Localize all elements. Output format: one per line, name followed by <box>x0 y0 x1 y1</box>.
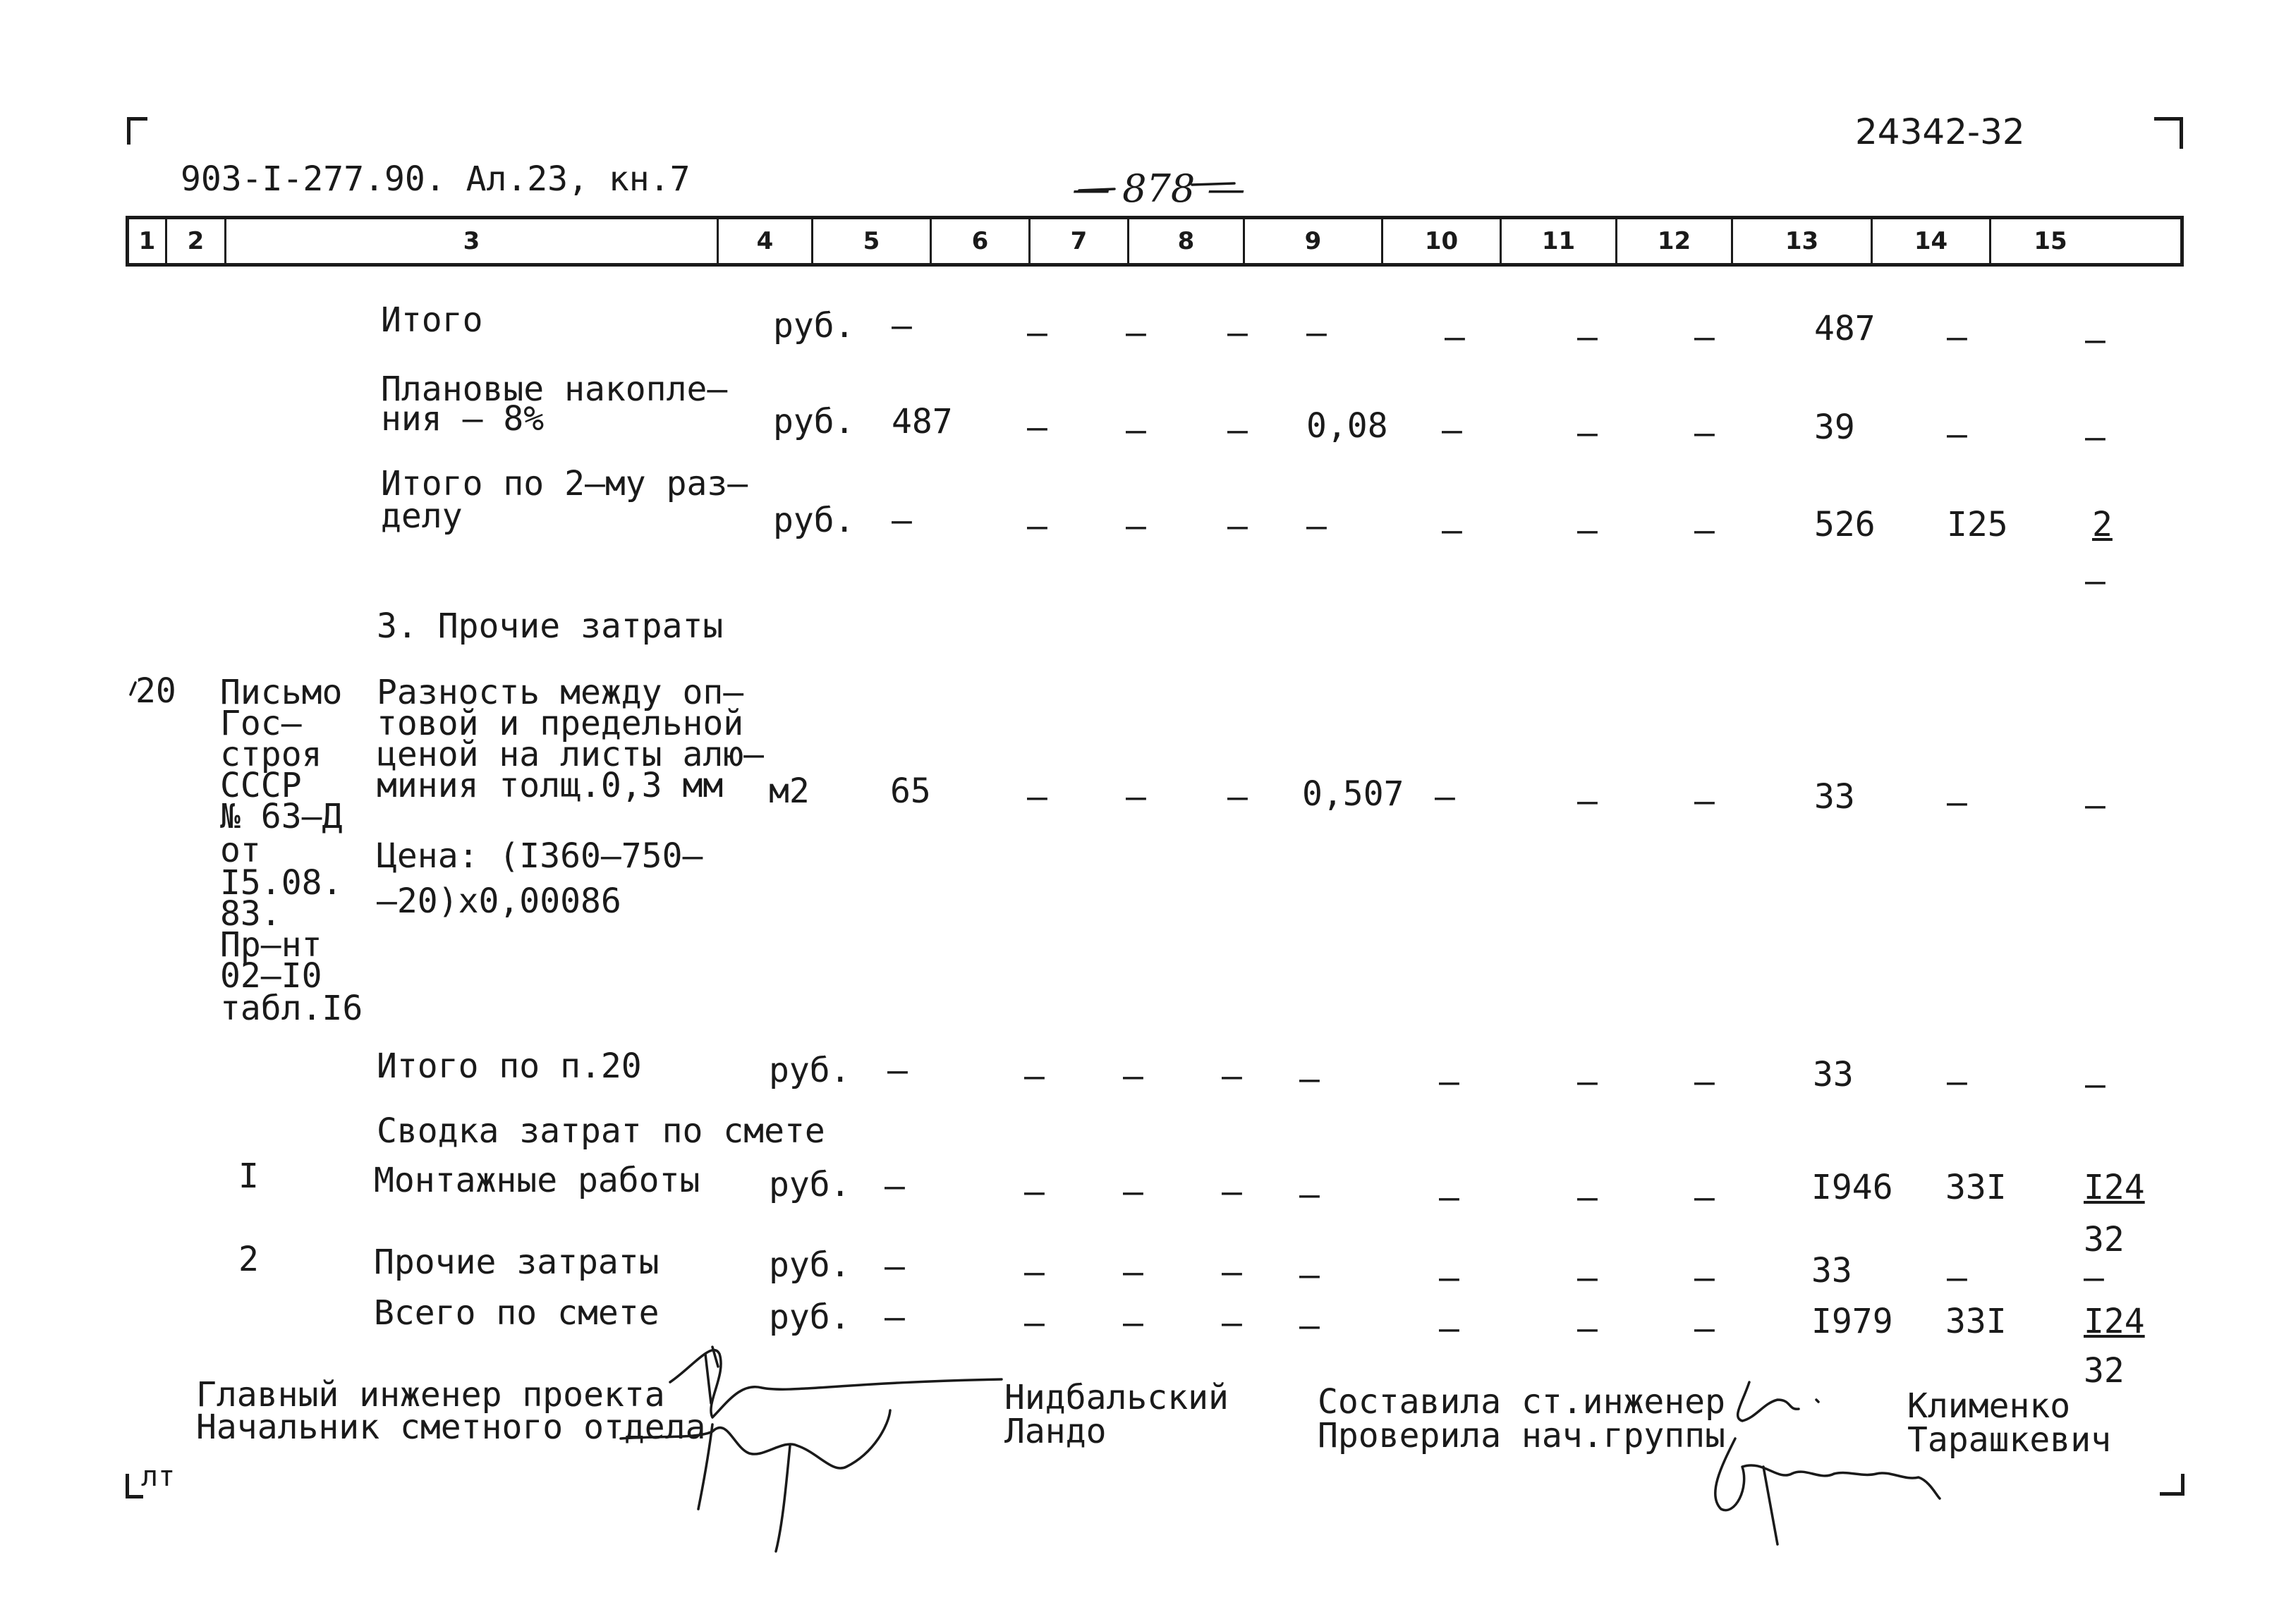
cell-c6: – <box>1024 1172 1045 1211</box>
chief-engineer-name: Нидбальский <box>1004 1378 1229 1417</box>
cell-c11: – <box>1577 1309 1598 1348</box>
chief-engineer-title: Главный инженер проекта <box>196 1375 665 1415</box>
cell-c9: – <box>1299 1306 1320 1345</box>
basis-line-5: № 63–Д <box>220 797 343 836</box>
cell-c10: – <box>1435 777 1455 817</box>
row-name-line2: делу <box>381 496 463 536</box>
page-number: — 878 — <box>1072 166 1246 211</box>
basis-line-3: строя <box>220 735 322 774</box>
cell-c14: – <box>1947 317 1967 357</box>
cell-c12: – <box>1694 317 1715 357</box>
cell-c10: – <box>1442 410 1462 450</box>
row-name-line3: ценой на листы алю– <box>377 735 765 774</box>
cell-c12: – <box>1694 413 1715 453</box>
basis-line-6: от <box>220 831 261 870</box>
cell-c8: – <box>1227 410 1248 450</box>
row-name-line2: ния – 8% <box>381 399 545 439</box>
row-name-line1: Итого по 2–му раз– <box>381 464 748 503</box>
cell-c6: – <box>1027 408 1047 447</box>
row-name-line1: Разность между оп– <box>377 673 744 712</box>
cell-c14: – <box>1947 415 1967 454</box>
cell-c12: – <box>1694 1062 1715 1101</box>
row-number: I <box>238 1156 259 1196</box>
cell-c7: – <box>1126 506 1146 546</box>
col-13: 13 <box>1733 219 1873 263</box>
row-unit: руб. <box>773 501 855 540</box>
cell-c12: – <box>1694 511 1715 550</box>
cell-c10: – <box>1439 1309 1459 1348</box>
cell-c8: – <box>1222 1252 1242 1292</box>
price-line-1: Цена: (I360–750– <box>377 836 703 876</box>
cell-c8: – <box>1222 1056 1242 1096</box>
cell-c9: – <box>1299 1059 1320 1099</box>
basis-line-9: Пр–нт <box>220 925 322 965</box>
cell-c11: – <box>1577 1062 1598 1101</box>
basis-line-4: СССР <box>220 766 302 805</box>
col-7: 7 <box>1031 219 1129 263</box>
row-number: 20 <box>135 671 176 711</box>
cell-c14: – <box>1947 783 1967 822</box>
cell-c15-bottom: 32 <box>2084 1351 2125 1391</box>
cell-c15-top: 2 <box>2092 505 2113 544</box>
cell-c10: – <box>1445 317 1465 357</box>
cell-c6: – <box>1024 1056 1045 1096</box>
row-unit: руб. <box>773 306 855 346</box>
row-unit: руб. <box>769 1051 851 1090</box>
cell-c7: – <box>1126 410 1146 450</box>
row-unit: руб. <box>769 1298 851 1337</box>
cell-c7: – <box>1123 1172 1143 1211</box>
cell-c5: – <box>885 1298 905 1337</box>
compiled-by-name: Клименко <box>1907 1386 2071 1426</box>
checked-by-name: Тарашкевич <box>1907 1420 2111 1460</box>
row-unit: руб. <box>769 1245 851 1285</box>
basis-line-8: 83. <box>220 894 281 934</box>
cell-c13: I979 <box>1811 1302 1893 1341</box>
cell-c13: 33 <box>1811 1251 1852 1290</box>
cell-c8: – <box>1227 506 1248 546</box>
cell-c10: – <box>1439 1062 1459 1101</box>
cell-c14: I25 <box>1947 505 2008 544</box>
basis-line-2: Гос– <box>220 704 302 743</box>
summary-title: Сводка затрат по смете <box>377 1111 825 1151</box>
cell-c15: – <box>2085 417 2105 457</box>
row-name-line1: Плановые накопле– <box>381 370 728 409</box>
estimating-head-title: Начальник сметного отдела <box>196 1408 706 1447</box>
row-number: 2 <box>238 1240 259 1279</box>
col-15: 15 <box>2034 227 2067 255</box>
cell-c13: 33 <box>1814 777 1855 817</box>
cell-c6: – <box>1027 777 1047 817</box>
cell-c9: 0,507 <box>1302 774 1404 814</box>
cell-c12: – <box>1694 1258 1715 1298</box>
basis-line-11: табл.I6 <box>220 989 363 1028</box>
cell-c15-bottom: 32 <box>2084 1220 2125 1259</box>
cell-c7: – <box>1123 1056 1143 1096</box>
archive-number: 24342-32 <box>1855 111 2025 152</box>
cell-c14: 33I <box>1945 1168 2007 1207</box>
basis-line-10: 02–I0 <box>220 956 322 996</box>
cell-c12: – <box>1694 781 1715 821</box>
document-code: 903-I-277.90. Ал.23, кн.7 <box>181 159 691 199</box>
cell-c7: – <box>1126 777 1146 817</box>
cell-c14: – <box>1947 1258 1967 1298</box>
row-name-line2: товой и предельной <box>377 704 744 743</box>
cell-c12: – <box>1694 1309 1715 1348</box>
cell-c9: 0,08 <box>1306 406 1388 446</box>
row-unit: руб. <box>773 402 855 441</box>
cell-c9: – <box>1299 1175 1320 1214</box>
cell-c10: – <box>1442 511 1462 550</box>
cell-c6: – <box>1027 313 1047 353</box>
cell-c8: – <box>1227 313 1248 353</box>
col-3: 3 <box>226 219 719 263</box>
cell-c10: – <box>1439 1258 1459 1298</box>
cell-c11: – <box>1577 317 1598 357</box>
col-2: 2 <box>167 219 226 263</box>
cell-c13: 33 <box>1813 1055 1854 1094</box>
cell-c5: – <box>887 1051 908 1090</box>
footer-mark: лт <box>141 1460 176 1493</box>
basis-line-7: I5.08. <box>220 863 343 903</box>
checked-by-title: Проверила нач.группы <box>1318 1416 1725 1455</box>
cell-c15: – <box>2084 1258 2104 1298</box>
cell-c10: – <box>1439 1178 1459 1217</box>
col-8: 8 <box>1129 219 1245 263</box>
col-1: 1 <box>129 219 167 263</box>
cell-c12: – <box>1694 1178 1715 1217</box>
section-heading: 3. Прочие затраты <box>377 606 724 646</box>
cell-c8: – <box>1227 777 1248 817</box>
estimating-head-name: Ландо <box>1004 1412 1107 1451</box>
cell-c11: – <box>1577 1178 1598 1217</box>
row-unit: руб. <box>769 1165 851 1204</box>
cell-c14: 33I <box>1945 1302 2007 1341</box>
cell-c13: 39 <box>1814 408 1855 447</box>
cell-c15-top: I24 <box>2084 1302 2145 1341</box>
cell-c5: – <box>892 306 912 346</box>
row-name-line4: миния толщ.0,3 мм <box>377 766 724 805</box>
cell-c7: – <box>1123 1303 1143 1343</box>
col-14: 14 <box>1873 219 1991 263</box>
cell-c15-top: I24 <box>2084 1168 2145 1207</box>
col-10: 10 <box>1383 219 1502 263</box>
compiled-by-title: Составила ст.инженер <box>1318 1382 1725 1422</box>
row-name: Итого <box>381 300 483 340</box>
cell-c15: – <box>2085 320 2105 360</box>
cell-c5: – <box>885 1166 905 1206</box>
cell-c7: – <box>1126 313 1146 353</box>
cell-c11: – <box>1577 781 1598 821</box>
cell-c9: – <box>1306 506 1327 546</box>
col-12: 12 <box>1617 219 1733 263</box>
basis-line-1: Письмо <box>220 673 343 712</box>
price-line-2: –20)х0,00086 <box>377 881 621 921</box>
cell-c7: – <box>1123 1252 1143 1292</box>
cell-c13: 487 <box>1814 309 1876 348</box>
col-9: 9 <box>1245 219 1383 263</box>
cell-c14: – <box>1947 1062 1967 1101</box>
cell-c9: – <box>1299 1255 1320 1295</box>
row-name: Итого по п.20 <box>377 1046 642 1086</box>
cell-c5: – <box>885 1247 905 1286</box>
col-11: 11 <box>1502 219 1617 263</box>
row-unit: м2 <box>769 771 810 811</box>
row-name: Монтажные работы <box>374 1161 700 1200</box>
cell-c6: – <box>1024 1252 1045 1292</box>
cell-c13: 526 <box>1814 505 1876 544</box>
row-name: Прочие затраты <box>374 1243 660 1282</box>
cell-c11: – <box>1577 511 1598 550</box>
cell-c8: – <box>1222 1172 1242 1211</box>
row-name: Всего по смете <box>374 1293 660 1333</box>
cell-c5: 487 <box>892 402 953 441</box>
cell-c6: – <box>1027 506 1047 546</box>
cell-c15: – <box>2085 1065 2105 1104</box>
cell-c5: 65 <box>890 771 931 811</box>
cell-c8: – <box>1222 1303 1242 1343</box>
cell-c15-bottom: – <box>2085 561 2105 601</box>
cell-c15: – <box>2085 786 2105 825</box>
cell-c11: – <box>1577 1258 1598 1298</box>
cell-c13: I946 <box>1811 1168 1893 1207</box>
col-6: 6 <box>932 219 1031 263</box>
cell-c5: – <box>892 501 912 540</box>
cell-c6: – <box>1024 1303 1045 1343</box>
col-5: 5 <box>813 219 932 263</box>
cell-c9: – <box>1306 313 1327 353</box>
col-4: 4 <box>719 219 813 263</box>
cell-c11: – <box>1577 413 1598 453</box>
